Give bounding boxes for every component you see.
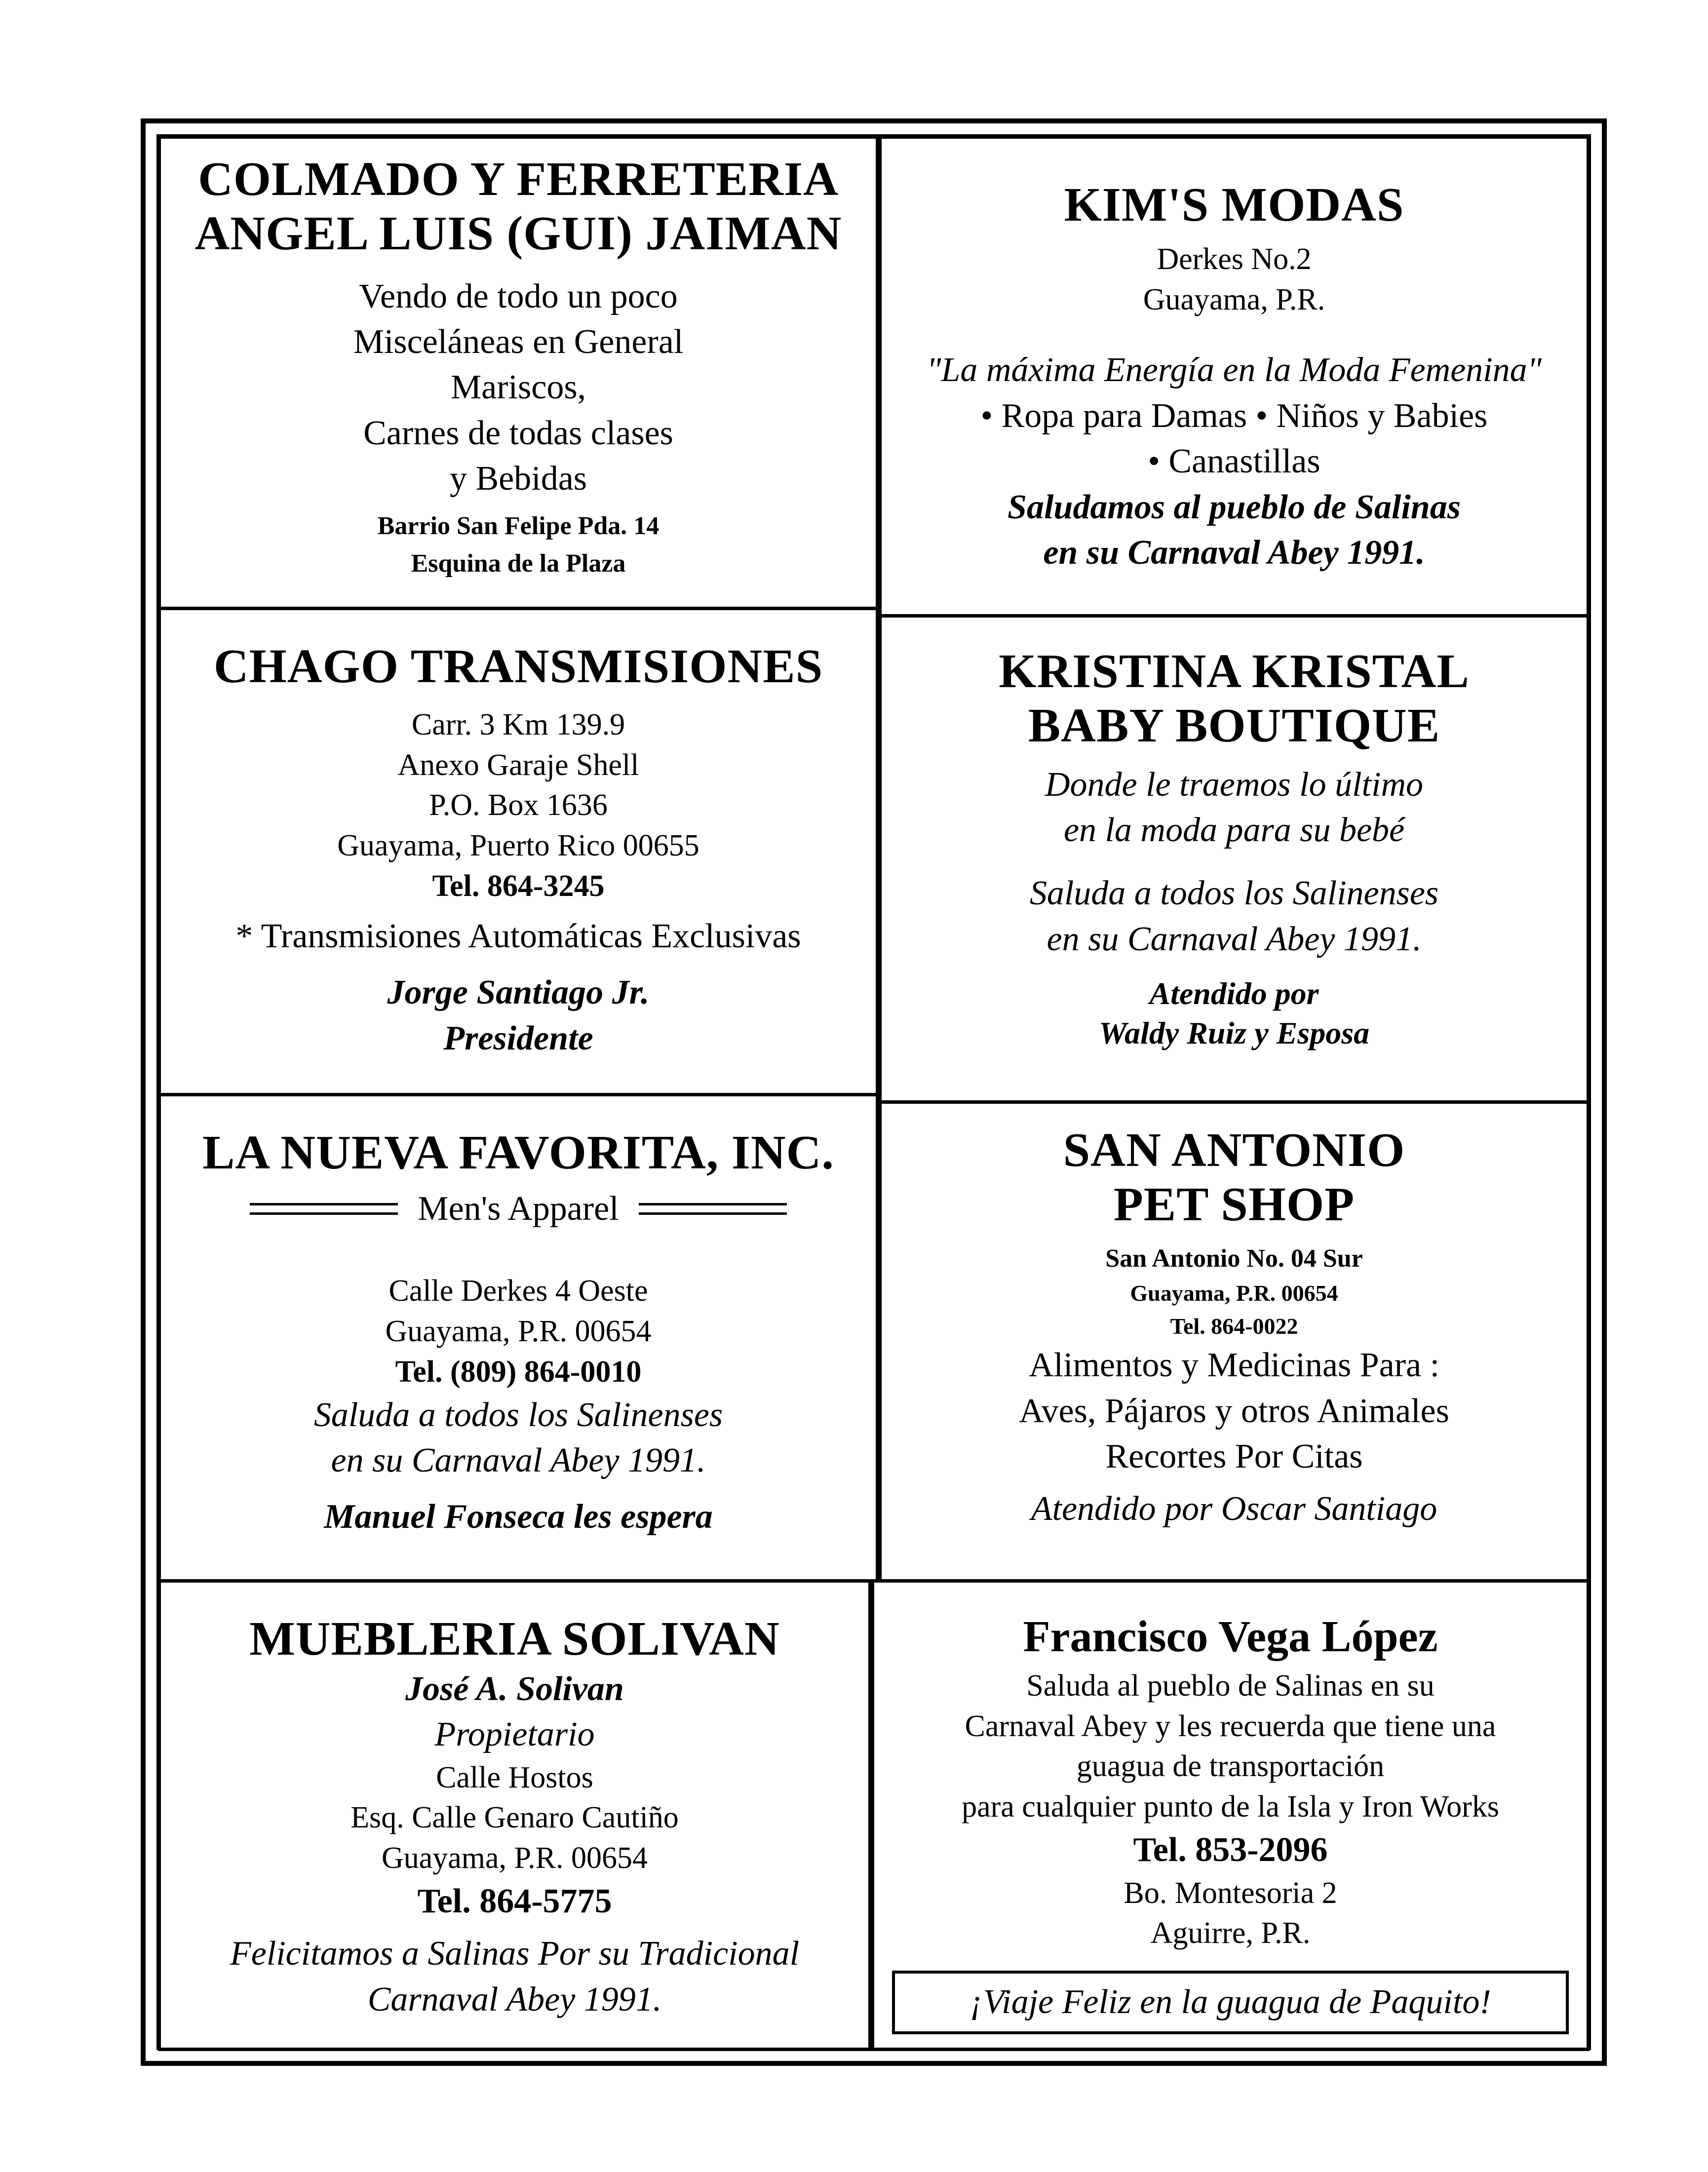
ad-line: Mariscos,	[450, 368, 586, 407]
ad-service: * Transmisiones Automáticas Exclusivas	[235, 917, 801, 955]
subtitle-row	[161, 1186, 876, 1232]
ad-attended: Atendido por	[1149, 976, 1319, 1011]
ad-owner: José A. Solivan	[405, 1669, 624, 1708]
ad-line: Carnes de todas clases	[363, 414, 673, 452]
ad-person: Jorge Santiago Jr.	[387, 973, 650, 1012]
ad-greeting: en su Carnaval Abey 1991.	[1047, 920, 1422, 958]
ad-role: Propietario	[434, 1715, 595, 1754]
ad-address: Derkes No.2	[1157, 242, 1312, 276]
ad-title: Francisco Vega López	[1023, 1612, 1438, 1661]
ad-phone: Tel. (809) 864-0010	[395, 1355, 642, 1389]
ad-tagline: Donde le traemos lo último	[1045, 765, 1424, 804]
ad-line: Esq. Calle Genaro Cautiño	[350, 1801, 679, 1835]
ad-line: y Bebidas	[449, 460, 587, 498]
ad-slogan: "La máxima Energía en la Moda Femenina"	[927, 351, 1542, 389]
ad-title: PET SHOP	[1113, 1177, 1355, 1231]
ad-san-antonio-pet-shop	[879, 1101, 1590, 1582]
ad-line: Anexo Garaje Shell	[397, 748, 639, 782]
ad-line: Guayama, Puerto Rico 00655	[337, 829, 699, 863]
ad-line: Carnaval Abey y les recuerda que tiene una	[965, 1709, 1496, 1743]
ad-line: P.O. Box 1636	[429, 788, 608, 822]
ad-line: Calle Hostos	[436, 1760, 593, 1794]
ad-title: MUEBLERIA SOLIVAN	[249, 1612, 780, 1666]
ad-greeting: Saluda a todos los Salinenses	[1029, 874, 1439, 913]
ad-title: SAN ANTONIO	[1063, 1124, 1405, 1177]
ad-title: KRISTINA KRISTAL	[999, 645, 1470, 698]
ad-address: Guayama, P.R. 00654	[385, 1314, 652, 1348]
ad-title: BABY BOUTIQUE	[1028, 698, 1440, 752]
ad-phone: Tel. 864-0022	[1170, 1313, 1298, 1339]
ad-francisco-vega-lopez	[871, 1580, 1590, 2051]
ad-line: Alimentos y Medicinas Para :	[1028, 1346, 1440, 1385]
ad-tagline: en la moda para su bebé	[1063, 811, 1405, 849]
double-rule	[250, 1203, 398, 1215]
ad-greeting: Saludamos al pueblo de Salinas	[1008, 488, 1461, 526]
ad-slogan: ¡Viaje Feliz en la guagua de Paquito!	[970, 1983, 1491, 2021]
ad-address: Barrio San Felipe Pda. 14	[377, 512, 660, 541]
ad-line: Misceláneas en General	[353, 322, 684, 361]
ad-chago-transmisiones	[158, 607, 879, 1096]
ad-phone: Tel. 853-2096	[1133, 1831, 1328, 1869]
ad-line: • Canastillas	[1148, 442, 1320, 481]
ad-phone: Tel. 864-5775	[417, 1882, 612, 1921]
ad-line: Recortes Por Citas	[1105, 1437, 1363, 1476]
ad-line: • Ropa para Damas • Niños y Babies	[980, 396, 1488, 435]
ad-title: KIM'S MODAS	[1064, 178, 1404, 232]
ad-line: para cualquier punto de la Isla y Iron Works	[962, 1790, 1499, 1824]
ad-la-nueva-favorita	[158, 1093, 879, 1582]
ad-line: Aves, Pájaros y otros Animales	[1019, 1392, 1449, 1430]
ad-colmado	[158, 136, 879, 610]
ad-address: Calle Derkes 4 Oeste	[388, 1274, 648, 1308]
ad-line: guagua de transportación	[1076, 1749, 1385, 1784]
ad-attended: Atendido por Oscar Santiago	[1031, 1490, 1437, 1528]
double-rule	[639, 1203, 787, 1215]
ad-title: ANGEL LUIS (GUI) JAIMAN	[194, 206, 842, 260]
ad-attended: Waldy Ruiz y Esposa	[1098, 1015, 1370, 1051]
ad-title: LA NUEVA FAVORITA, INC.	[202, 1126, 834, 1179]
ad-greeting: Felicitamos a Salinas Por su Tradicional	[230, 1935, 800, 1973]
ad-title: CHAGO TRANSMISIONES	[213, 640, 823, 693]
ad-address: San Antonio No. 04 Sur	[1105, 1244, 1363, 1273]
ad-muebleria-solivan	[158, 1580, 871, 2051]
ad-line: Vendo de todo un poco	[359, 277, 678, 315]
ad-role: Presidente	[443, 1019, 593, 1057]
ad-greeting: Carnaval Abey 1991.	[367, 1980, 662, 2018]
ad-line: Guayama, P.R. 00654	[381, 1841, 648, 1875]
ad-line: Carr. 3 Km 139.9	[411, 707, 625, 741]
ad-closing: Manuel Fonseca les espera	[324, 1498, 713, 1536]
ad-kims-modas	[879, 136, 1590, 617]
ad-phone: Tel. 864-3245	[432, 869, 605, 903]
ad-address: Esquina de la Plaza	[411, 549, 626, 578]
ad-greeting: en su Carnaval Abey 1991.	[331, 1441, 706, 1480]
slogan-box	[892, 1971, 1569, 2034]
ad-kristina-kristal	[879, 615, 1590, 1103]
ad-subtitle: Men's Apparel	[418, 1189, 619, 1228]
ad-address: Guayama, P.R.	[1143, 282, 1325, 316]
ad-greeting: en su Carnaval Abey 1991.	[1043, 533, 1425, 572]
ad-address: Guayama, P.R. 00654	[1130, 1280, 1338, 1306]
ad-greeting: Saluda a todos los Salinenses	[313, 1396, 723, 1434]
ad-address: Bo. Montesoria 2	[1124, 1876, 1337, 1910]
ad-title: COLMADO Y FERRETERIA	[198, 153, 839, 206]
ad-address: Aguirre, P.R.	[1150, 1916, 1311, 1950]
ad-line: Saluda al pueblo de Salinas en su	[1026, 1668, 1435, 1703]
